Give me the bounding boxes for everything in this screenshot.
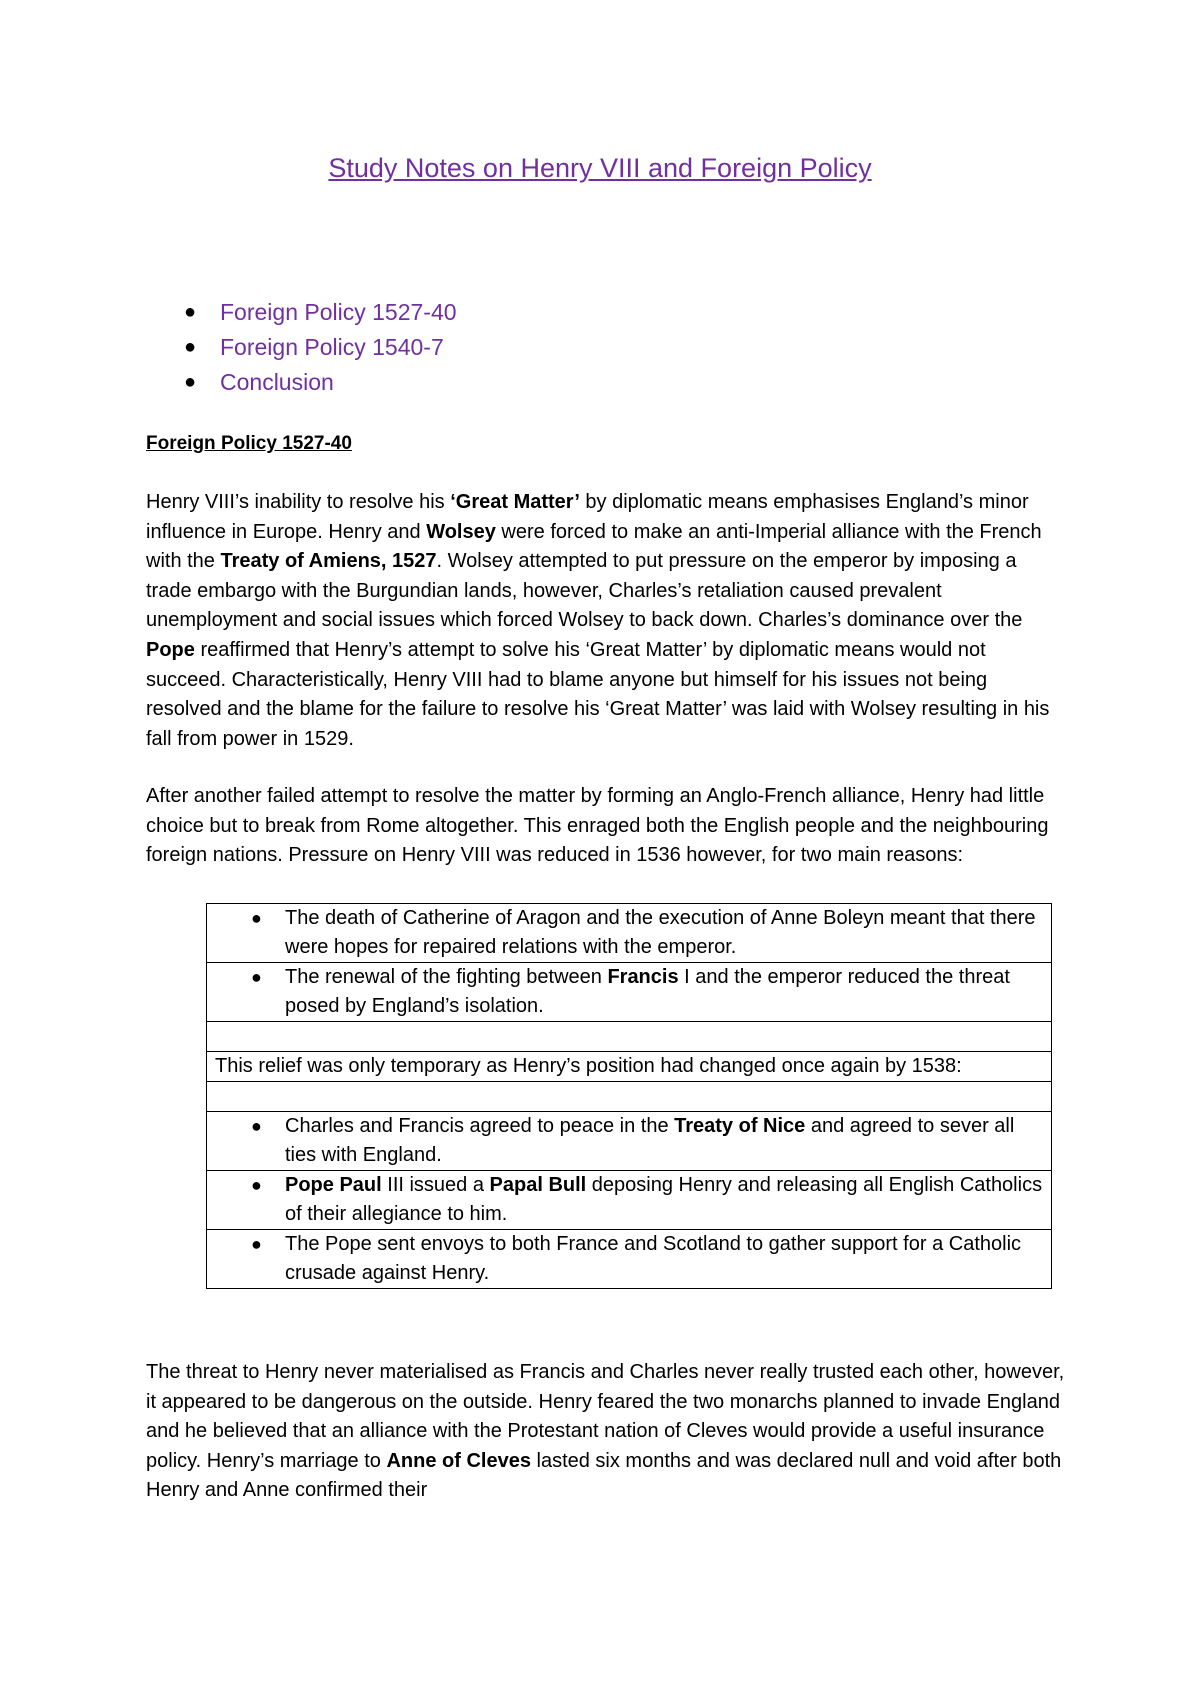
contents-list — [180, 295, 457, 400]
table-row-empty — [207, 1082, 1052, 1112]
table-row — [207, 963, 1052, 1022]
bullet-icon: ● — [251, 967, 262, 987]
paragraph-cleves: The threat to Henry never materialised as Francis and Charles never really trusted each other, however, it appeared to be dangerous on the outside. Henry feared the two monarchs planned to invade England and he believed that an alliance with the Protestant nation of Cleves would provide a useful insurance policy. Henry’s marriage to Anne of Cleves lasted six months and was declared null and void after both Henry and Anne confirmed their — [146, 1361, 1065, 1502]
table-row — [207, 1230, 1052, 1289]
table-cell: This relief was only temporary as Henry’s position had changed once again by 1538: — [207, 1052, 1052, 1082]
section-heading: Foreign Policy 1527-40 — [146, 433, 352, 454]
table-cell: ● Pope Paul III issued a Papal Bull deposing Henry and releasing all English Catholics of their allegiance to him. — [207, 1171, 1052, 1230]
bullet-icon: ● — [251, 1116, 262, 1136]
contents-item[interactable]: ● Conclusion — [180, 365, 457, 400]
contents-item[interactable]: ● Foreign Policy 1527-40 — [180, 295, 457, 330]
table-cell: ● Charles and Francis agreed to peace in the Treaty of Nice and agreed to sever all ties with England. — [207, 1112, 1052, 1171]
document-title: Study Notes on Henry VIII and Foreign Policy — [328, 153, 872, 183]
table-row — [207, 904, 1052, 963]
table-row — [207, 1112, 1052, 1171]
contents-item[interactable]: ● Foreign Policy 1540-7 — [180, 330, 457, 365]
bullet-icon: ● — [251, 908, 262, 928]
bullet-icon: ● — [251, 1175, 262, 1195]
reasons-table — [206, 903, 1052, 1289]
table-cell — [207, 1022, 1052, 1052]
paragraph-break-from-rome: After another failed attempt to resolve the matter by forming an Anglo-French alliance, Henry had little choice but to break from Rome altogether. This enraged both the English people and the neighbouring foreign nations. Pressure on Henry VIII was reduced in 1536 however, for two main reasons: — [146, 785, 1049, 867]
table-row — [207, 1171, 1052, 1230]
bullet-icon: ● — [184, 301, 197, 323]
table-cell — [207, 1082, 1052, 1112]
bullet-icon: ● — [251, 1234, 262, 1254]
table-row-empty — [207, 1022, 1052, 1052]
table-cell: ● The Pope sent envoys to both France and Scotland to gather support for a Catholic crusade against Henry. — [207, 1230, 1052, 1289]
table-cell: ● The renewal of the fighting between Francis I and the emperor reduced the threat posed by England’s isolation. — [207, 963, 1052, 1022]
bullet-icon: ● — [184, 336, 197, 358]
bullet-icon: ● — [184, 371, 197, 393]
table-cell: ● The death of Catherine of Aragon and the execution of Anne Boleyn meant that there were hopes for repaired relations with the emperor. — [207, 904, 1052, 963]
paragraph-great-matter: Henry VIII’s inability to resolve his ‘Great Matter’ by diplomatic means emphasises England’s minor influence in Europe. Henry and Wolsey were forced to make an anti-Imperial alliance with the French with the Treaty of Amiens, 1527. Wolsey attempted to put pressure on the emperor by imposing a trade embargo with the Burgundian lands, however, Charles’s retaliation caused prevalent unemployment and social issues which forced Wolsey to back down. Charles’s dominance over the Pope reaffirmed that Henry’s attempt to solve his ‘Great Matter’ by diplomatic means would not succeed. Characteristically, Henry VIII had to blame anyone but himself for his issues not being resolved and the blame for the failure to resolve his ‘Great Matter’ was laid with Wolsey resulting in his fall from power in 1529. — [146, 491, 1050, 750]
table-row — [207, 1052, 1052, 1082]
